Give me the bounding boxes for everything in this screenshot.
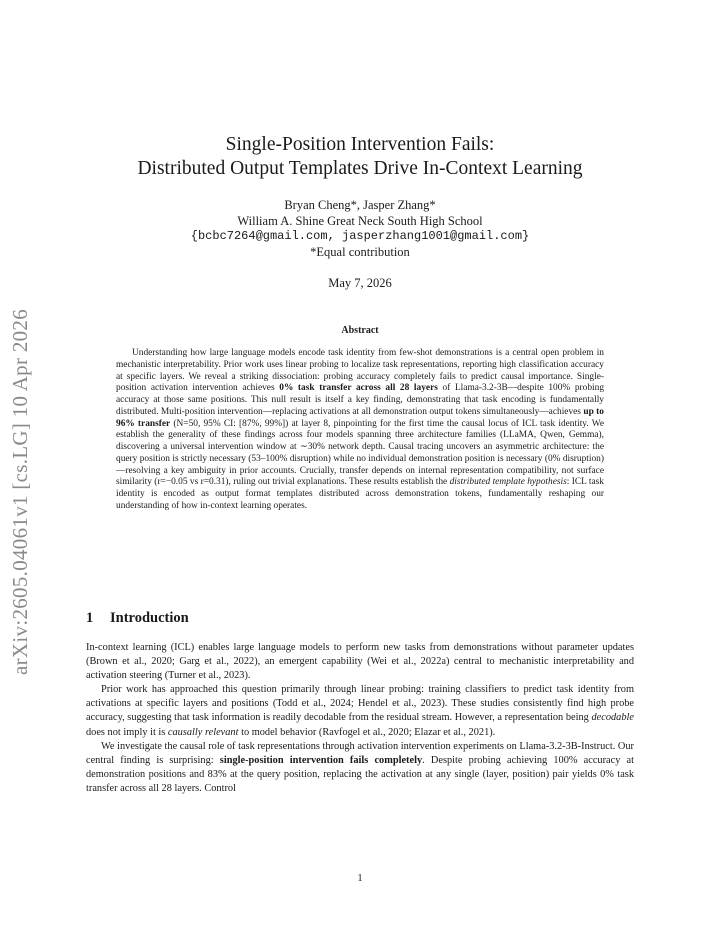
paper-title xyxy=(0,133,720,181)
abstract-part-3: (N=50, 95% CI: [87%, 99%]) at layer 8, pinpointing for the first time the causal locus of ICL task identity. We establish the generality of these findings across four models spanning three architecture families (LLaMA, Qwen, Gemma), discovering a universal intervention window at ∼30% network depth. Causal tracing uncovers an asymmetric architecture: the query position is strictly necessary (53–100% disruption) while no individual demonstration position is necessary (0% disruption)—resolving a key ambiguity in prior accounts. Crucially, transfer depends on internal representation compatibility, not surface similarity (r=−0.05 vs r=0.31), ruling out trivial explanations. These results establish the xyxy=(116,418,604,488)
section-number: 1 xyxy=(86,610,94,626)
intro-paragraph-3 xyxy=(86,740,634,796)
author-names: Bryan Cheng*, Jasper Zhang* xyxy=(284,198,436,212)
abstract-bold-1: 0% task transfer across all 28 layers xyxy=(279,383,438,394)
introduction-body xyxy=(86,641,634,796)
title-line-1: Single-Position Intervention Fails: xyxy=(225,134,495,155)
intro-p3-bold: single-position intervention fails completely xyxy=(219,754,423,766)
intro-p3-part-a: We investigate the causal role of task representations through activation intervention experiments on Llama-3.2-3B-Instruct. Our central finding is surprising: xyxy=(86,740,634,766)
arxiv-stamp: arXiv:2605.04061v1 [cs.LG] 10 Apr 2026 xyxy=(8,308,32,675)
section-heading-introduction xyxy=(86,610,189,627)
abstract-italic-1: distributed template hypothesis xyxy=(449,477,567,488)
section-title: Introduction xyxy=(110,610,189,626)
paper-date: May 7, 2026 xyxy=(328,276,392,290)
intro-paragraph-2 xyxy=(86,683,634,739)
abstract-text xyxy=(116,348,604,513)
author-block xyxy=(0,198,720,260)
intro-p3-part-b: . Despite probing achieving 100% accuracy at demonstration positions and 83% at the query position, replacing the activation at any single (layer, position) pair yields 0% task transfer across all 28 layers. Control xyxy=(86,754,634,794)
intro-paragraph-1: In-context learning (ICL) enables large language models to perform new tasks from demonstrations without parameter updates (Brown et al., 2020; Garg et al., 2022), an emergent capability (Wei et al., 2022a) central to mechanistic interpretability and activation steering (Turner et al., 2023). xyxy=(86,642,634,682)
page-number: 1 xyxy=(357,873,363,884)
intro-p2-italic-1: decodable xyxy=(591,712,634,724)
equal-contribution-note: *Equal contribution xyxy=(310,244,410,259)
author-affiliation: William A. Shine Great Neck South High School xyxy=(237,213,483,228)
title-line-2: Distributed Output Templates Drive In-Context Learning xyxy=(137,158,583,179)
abstract-part-1: Understanding how large language models encode task identity from few-shot demonstrations is a central open problem in mechanistic interpretability. Prior work uses linear probing to localize task representations, reporting high classification accuracy at specific layers. We reveal a striking dissociation: probing accuracy completely fails to predict causal importance. Single-position activation intervention achieves xyxy=(116,348,604,394)
intro-p2-italic-2: causally relevant xyxy=(167,726,239,738)
abstract-heading: Abstract xyxy=(341,325,379,336)
intro-p2-part-b: does not imply it is xyxy=(86,726,168,738)
abstract-part-2: of Llama-3.2-3B—despite 100% probing accuracy at those same positions. This null result is itself a key finding, demonstrating that task encoding is fundamentally distributed. Multi-position intervention—replacing activations at all demonstration output tokens simultaneously—achieves xyxy=(116,383,605,417)
abstract-part-4: : ICL task identity is encoded as output format templates distributed across demonstration tokens, fundamentally reshaping our understanding of how in-context learning operates. xyxy=(116,477,604,511)
intro-p2-part-c: to model behavior (Ravfogel et al., 2020; Elazar et al., 2021). xyxy=(238,726,496,738)
intro-p2-part-a: Prior work has approached this question primarily through linear probing: training classifiers to predict task identity from activations at specific layers and positions (Todd et al., 2024; Hendel et al., 2023). These studies consistently find high probe accuracy, suggesting that task information is readily decodable from the residual stream. However, a representation being xyxy=(86,684,634,724)
abstract-bold-2: up to 96% transfer xyxy=(116,406,604,429)
author-emails: {bcbc7264@gmail.com, jasperzhang1001@gmail.com} xyxy=(190,229,530,243)
